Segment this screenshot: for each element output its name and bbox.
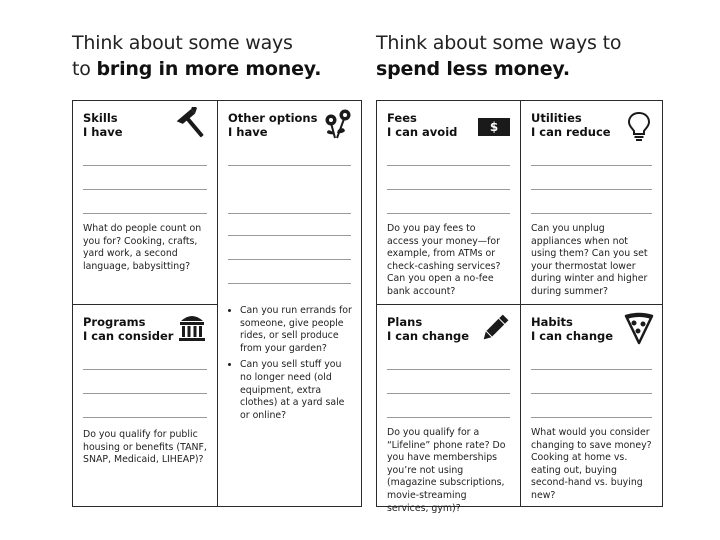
other-options-title-line2: I have [228,125,268,139]
write-in-line[interactable] [531,213,652,214]
programs-title-line1: Programs [83,315,146,329]
heading-earn-more-prefix: to [72,58,97,80]
skills-cell [73,101,217,304]
habits-prompt: What would you consider changing to save money? Cooking at home vs. eating out, buying second-hand vs. buying new? [531,427,652,501]
write-in-line[interactable] [228,165,351,166]
write-in-line[interactable] [531,165,652,166]
heading-spend-less [376,30,621,82]
government-building-icon [175,311,209,345]
heading-earn-more-line1: Think about some ways [72,32,293,54]
heading-earn-more-bold: bring in more money. [96,58,322,80]
write-in-line[interactable] [531,417,652,418]
utilities-cell [521,101,662,304]
utilities-title-line1: Utilities [531,111,582,125]
write-in-line[interactable] [228,283,351,284]
write-in-line[interactable] [531,393,652,394]
utilities-title-line2: I can reduce [531,125,611,139]
pizza-slice-icon [622,311,656,345]
spend-less-panel [376,100,663,514]
write-in-line[interactable] [83,165,207,166]
utilities-prompt: Can you unplug appliances when not using them? Can you set your thermostat lower during winter and higher during summer? [531,223,648,297]
plans-cell [377,305,520,514]
hammer-icon [175,107,209,141]
habits-title-line1: Habits [531,315,573,329]
write-in-line[interactable] [83,417,207,418]
dollar-bill-icon: $ [478,118,510,136]
other-options-cell [218,101,361,506]
write-in-line[interactable] [387,189,510,190]
skills-prompt: What do people count on you for? Cooking, crafts, yard work, a second language, babysitting? [83,223,202,272]
write-in-line[interactable] [387,213,510,214]
heading-spend-less-bold: spend less money. [376,58,570,80]
plans-title-line2: I can change [387,329,470,343]
write-in-line[interactable] [531,369,652,370]
pencil-icon [478,311,512,345]
other-options-bullet: • Can you run errands for someone, give people rides, or sell produce from your garden? [240,305,353,355]
heading-spend-less-line1: Think about some ways to [376,32,622,54]
write-in-line[interactable] [83,213,207,214]
programs-cell [73,305,217,506]
heading-earn-more [72,30,321,82]
write-in-line[interactable] [531,189,652,190]
skills-title-line1: Skills [83,111,118,125]
other-options-bullet: • Can you sell stuff you no longer need (old equipment, extra clothes) at a yard sale or online? [240,359,353,422]
lightbulb-icon [622,109,656,143]
earn-more-panel [72,100,362,507]
write-in-line[interactable] [83,393,207,394]
habits-cell [521,305,662,506]
write-in-line[interactable] [83,369,207,370]
write-in-line[interactable] [387,417,510,418]
fees-cell [377,101,520,304]
write-in-line[interactable] [387,393,510,394]
write-in-line[interactable] [387,165,510,166]
fees-prompt: Do you pay fees to access your money—for example, from ATMs or check-cashing services? Can you open a no-fee bank account? [387,223,501,297]
fees-title-line2: I can avoid [387,125,458,139]
write-in-line[interactable] [228,259,351,260]
write-in-line[interactable] [228,213,351,214]
programs-title-line2: I can consider [83,329,174,343]
write-in-line[interactable] [83,189,207,190]
flowers-icon [321,107,355,141]
other-options-bullets [228,305,353,426]
skills-title-line2: I have [83,125,123,139]
habits-title-line2: I can change [531,329,614,343]
fees-title-line1: Fees [387,111,417,125]
programs-prompt: Do you qualify for public housing or benefits (TANF, SNAP, Medicaid, LIHEAP)? [83,429,207,466]
plans-prompt: Do you qualify for a “Lifeline” phone rate? Do you have memberships you’re not using (magazine subscriptions, movie-streaming services, gym)? [387,427,506,514]
write-in-line[interactable] [387,369,510,370]
plans-title-line1: Plans [387,315,423,329]
other-options-title-line1: Other options [228,111,318,125]
write-in-line[interactable] [228,235,351,236]
